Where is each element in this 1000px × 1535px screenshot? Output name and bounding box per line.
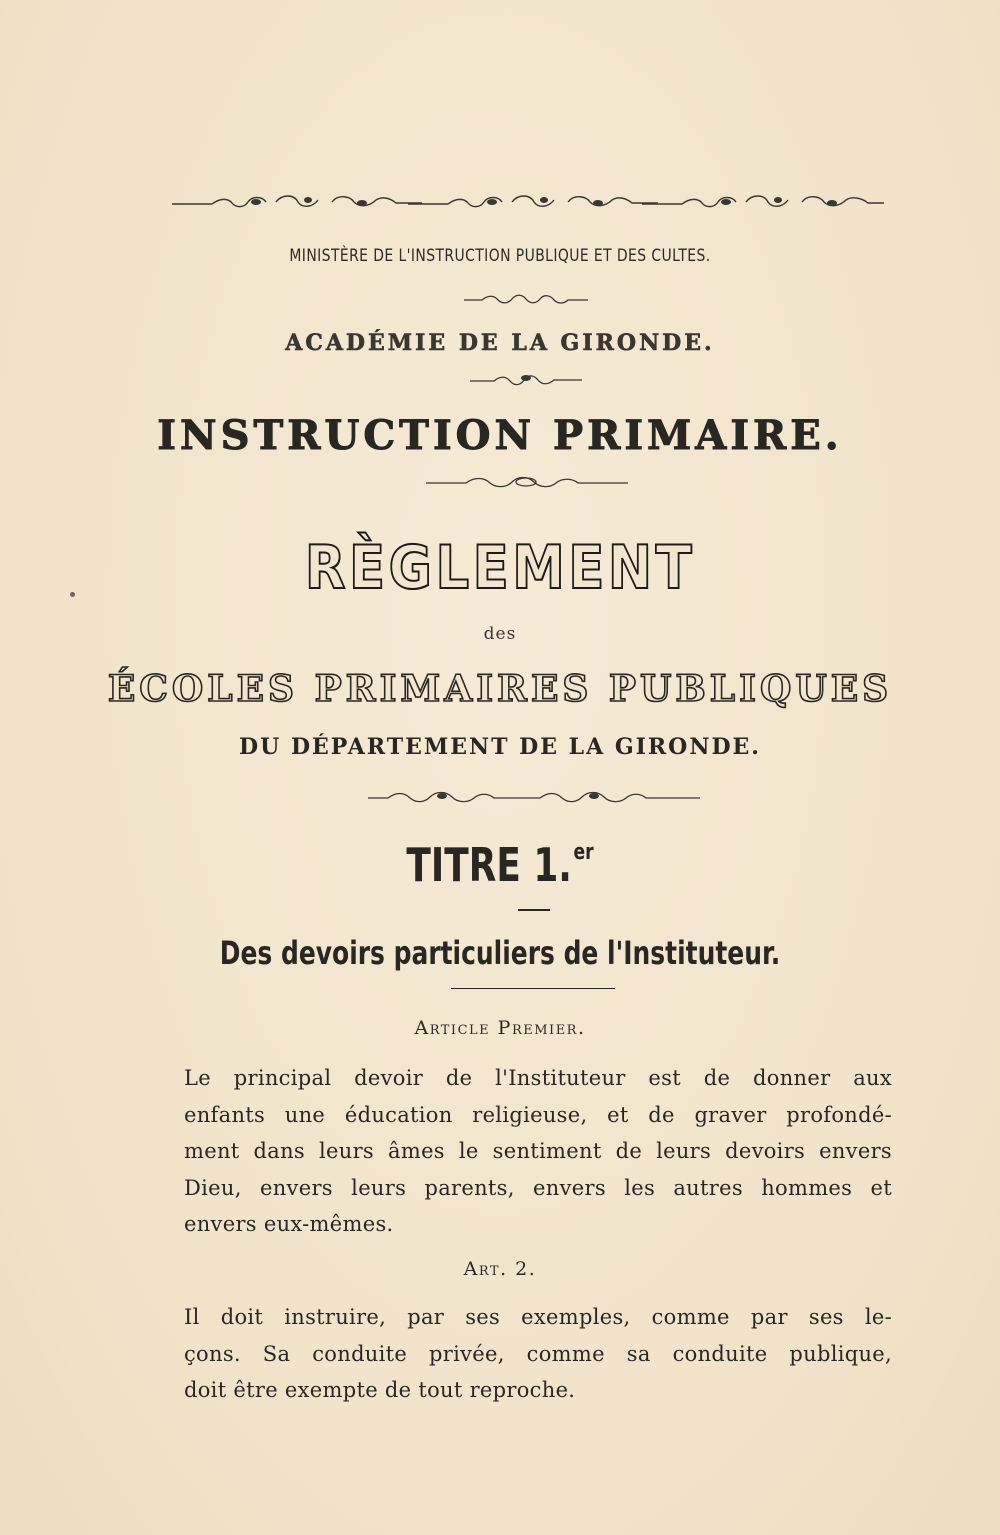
top-ornament-band (172, 190, 884, 214)
ministry-line: MINISTÈRE DE L'INSTRUCTION PUBLIQUE ET DES CULTES. (289, 246, 711, 266)
primary-instruction-heading: INSTRUCTION PRIMAIRE. (157, 412, 843, 459)
text-line: ment dans leurs âmes le sentiment de leurs devoirs envers (184, 1139, 892, 1163)
article-1-label: Article Premier. (414, 1017, 586, 1039)
section-heading: Des devoirs particuliers de l'Instituteur. (219, 934, 781, 972)
text-line: Il doit instruire, par ses exemples, comme par ses le- (184, 1305, 892, 1329)
titre-heading (110, 838, 890, 892)
department-line: DU DÉPARTEMENT DE LA GIRONDE. (239, 734, 761, 760)
text-line: Le principal devoir de l'Instituteur est de donner aux (184, 1066, 892, 1090)
text-line: enfants une éducation religieuse, et de graver profondé- (184, 1102, 892, 1127)
article-1-text (184, 1060, 892, 1243)
academy-line: ACADÉMIE DE LA GIRONDE. (285, 330, 715, 356)
text-line: Dieu, envers leurs parents, envers les autres hommes et (184, 1175, 892, 1200)
des-word: des (483, 624, 517, 644)
text-line: doit être exempte de tout reproche. (184, 1378, 576, 1402)
titre-text: TITRE 1. (406, 838, 572, 892)
text-line: çons. Sa conduite privée, comme sa conduite publique, (184, 1341, 892, 1366)
text-line: envers eux-mêmes. (184, 1212, 394, 1236)
reglement-title: RÈGLEMENT (304, 533, 696, 603)
mid-ornament-band (368, 788, 700, 806)
section-underline (451, 988, 615, 989)
short-rule (518, 909, 550, 911)
small-ornament-1 (464, 292, 588, 306)
small-ornament-2 (470, 372, 582, 388)
article-2-label: Art. 2. (463, 1258, 537, 1280)
public-schools-title: ÉCOLES PRIMAIRES PUBLIQUES (107, 668, 893, 710)
titre-superscript: er (573, 840, 594, 865)
article-2-text (184, 1299, 892, 1409)
small-ornament-3 (426, 474, 628, 490)
